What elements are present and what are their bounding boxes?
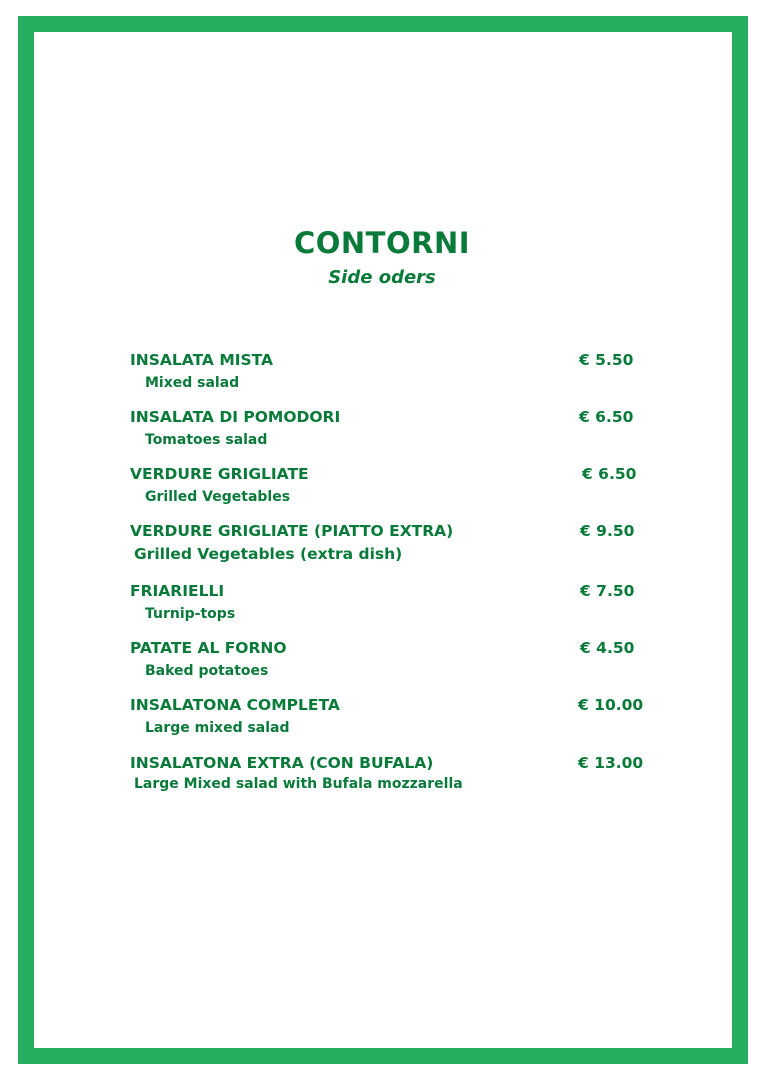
menu-item-name: INSALATONA EXTRA (CON BUFALA) [130, 754, 434, 772]
menu-item-name: PATATE AL FORNO [130, 639, 287, 657]
menu-subtitle: Side oders [328, 267, 436, 288]
menu-item-name: VERDURE GRIGLIATE [130, 465, 309, 483]
menu-item-price: € 7.50 [580, 582, 635, 600]
menu-item-description: Turnip-tops [145, 606, 236, 622]
menu-item-description: Mixed salad [145, 375, 240, 391]
menu-item-price: € 10.00 [578, 696, 644, 714]
menu-item-name: INSALATA DI POMODORI [130, 408, 341, 426]
menu-item-description: Large Mixed salad with Bufala mozzarella [134, 776, 463, 792]
menu-item-price: € 13.00 [578, 754, 644, 772]
menu-item-description: Tomatoes salad [145, 432, 268, 448]
menu-item-name: VERDURE GRIGLIATE (PIATTO EXTRA) [130, 522, 454, 540]
menu-item-name: FRIARIELLI [130, 582, 225, 600]
menu-item-description: Grilled Vegetables [145, 489, 291, 505]
menu-item-description: Baked potatoes [145, 663, 269, 679]
menu-item-price: € 5.50 [579, 351, 634, 369]
menu-item-description: Grilled Vegetables (extra dish) [134, 545, 403, 563]
menu-item-description: Large mixed salad [145, 720, 290, 736]
menu-item-price: € 6.50 [582, 465, 637, 483]
menu-item-price: € 4.50 [580, 639, 635, 657]
menu-item-name: INSALATONA COMPLETA [130, 696, 340, 714]
menu-item-name: INSALATA MISTA [130, 351, 274, 369]
menu-title: CONTORNI [293, 226, 471, 260]
menu-item-price: € 9.50 [580, 522, 635, 540]
menu-item-price: € 6.50 [579, 408, 634, 426]
menu-border [18, 16, 748, 1064]
